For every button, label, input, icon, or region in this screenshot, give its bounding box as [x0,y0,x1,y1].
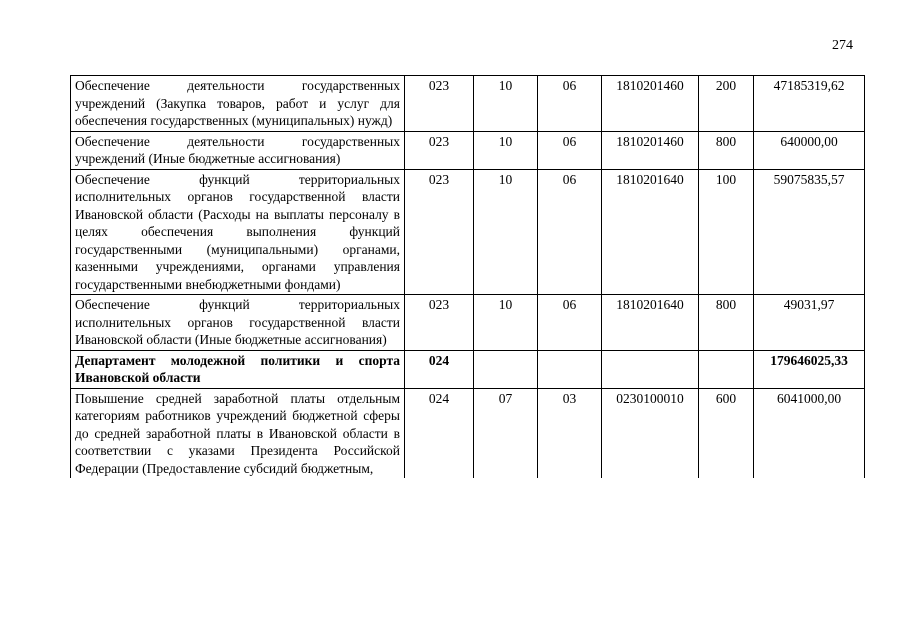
row-description: Повышение средней заработной платы отдельным категориям работников учреждений бюджетной сферы до средней заработной платы в Ивановской области в соответствии с указами Президента Российской Федерации (Предоставление субсидий бюджетным, [71,388,405,478]
section-code [474,350,538,388]
amount: 6041000,00 [754,388,865,478]
target-code: 1810201640 [602,295,699,351]
row-description: Обеспечение функций территориальных исполнительных органов государственной власти Ивановской области (Иные бюджетные ассигнования) [71,295,405,351]
row-description: Обеспечение деятельности государственных учреждений (Иные бюджетные ассигнования) [71,131,405,169]
target-code [602,350,699,388]
target-code: 1810201640 [602,169,699,295]
table-row [71,131,865,169]
ministry-code: 024 [405,388,474,478]
ministry-code: 023 [405,169,474,295]
row-description: Обеспечение деятельности государственных учреждений (Закупка товаров, работ и услуг для обеспечения государственных (муниципальных) нужд) [71,76,405,132]
target-code: 1810201460 [602,131,699,169]
subsection-code: 06 [538,169,602,295]
department-total-amount: 179646025,33 [754,350,865,388]
subsection-code: 03 [538,388,602,478]
amount: 47185319,62 [754,76,865,132]
department-row [71,350,865,388]
subsection-code [538,350,602,388]
target-code: 0230100010 [602,388,699,478]
table-row [71,388,865,478]
expense-type-code: 200 [699,76,754,132]
expense-type-code: 600 [699,388,754,478]
amount: 640000,00 [754,131,865,169]
target-code: 1810201460 [602,76,699,132]
table-row [71,169,865,295]
ministry-code: 023 [405,295,474,351]
department-title: Департамент молодежной политики и спорта Ивановской области [71,350,405,388]
section-code: 10 [474,76,538,132]
section-code: 07 [474,388,538,478]
amount: 59075835,57 [754,169,865,295]
budget-table [70,75,865,478]
expense-type-code: 100 [699,169,754,295]
ministry-code: 023 [405,131,474,169]
table-row [71,295,865,351]
section-code: 10 [474,131,538,169]
subsection-code: 06 [538,295,602,351]
row-description: Обеспечение функций территориальных исполнительных органов государственной власти Ивановской области (Расходы на выплаты персоналу в целях обеспечения выполнения функций государственными (муниципальными) органами, казенными учреждениями, органами управления государственными внебюджетными фондами) [71,169,405,295]
subsection-code: 06 [538,131,602,169]
expense-type-code: 800 [699,295,754,351]
ministry-code: 024 [405,350,474,388]
subsection-code: 06 [538,76,602,132]
expense-type-code: 800 [699,131,754,169]
section-code: 10 [474,295,538,351]
expense-type-code [699,350,754,388]
table-row [71,76,865,132]
page-number: 274 [832,38,853,53]
ministry-code: 023 [405,76,474,132]
amount: 49031,97 [754,295,865,351]
section-code: 10 [474,169,538,295]
